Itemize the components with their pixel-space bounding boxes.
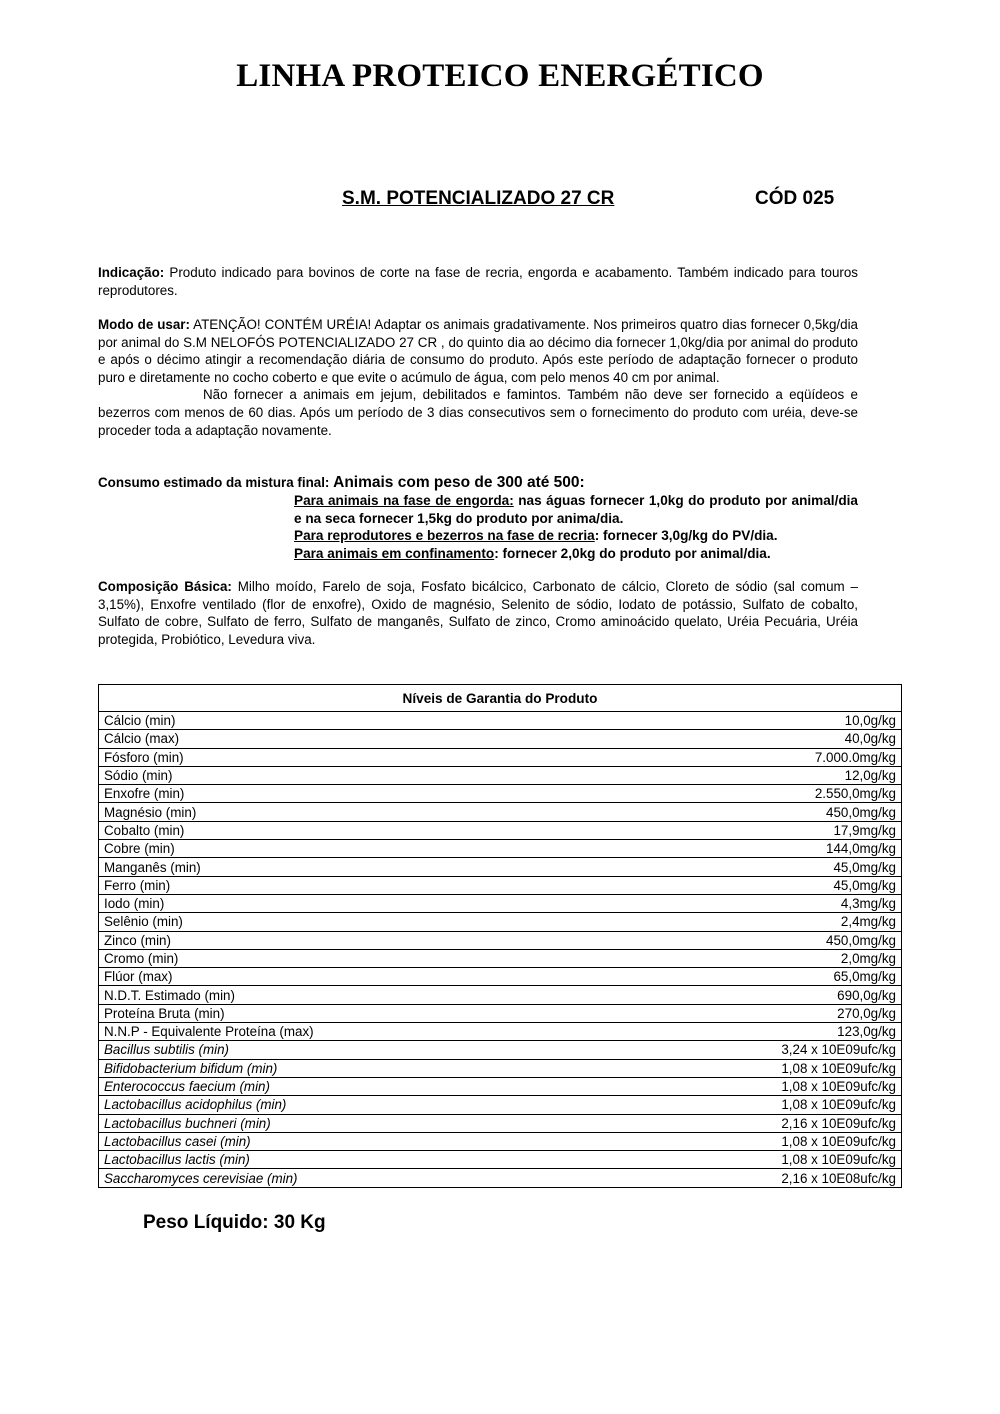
table-row [99, 949, 902, 967]
nutrient-name: Cobalto (min) [99, 821, 611, 839]
nutrient-name: Iodo (min) [99, 894, 611, 912]
nutrient-value: 2,0mg/kg [610, 949, 901, 967]
composicao-paragraph [98, 578, 858, 648]
consumo-item [294, 492, 858, 527]
table-row [99, 1059, 902, 1077]
nutrient-name: Enxofre (min) [99, 785, 611, 803]
table-row [99, 1023, 902, 1041]
nutrient-value: 1,08 x 10E09ufc/kg [610, 1059, 901, 1077]
table-row [99, 1077, 902, 1095]
consumo-item-text: nas águas fornecer 1,0kg do produto por animal/dia e na seca fornecer 1,5kg do produto por anima/dia. [294, 493, 858, 526]
table-row [99, 968, 902, 986]
consumo-item-text: : fornecer 2,0kg do produto por animal/dia. [494, 545, 771, 561]
nutrient-name: Enterococcus faecium (min) [99, 1077, 611, 1095]
nutrient-value: 690,0g/kg [610, 986, 901, 1004]
table-row [99, 1114, 902, 1132]
consumo-item [294, 527, 858, 545]
table-row [99, 748, 902, 766]
composicao-text: Milho moído, Farelo de soja, Fosfato bicálcico, Carbonato de cálcio, Cloreto de sódio (sal comum – 3,15%), Enxofre ventilado (flor de enxofre), Oxido de magnésio, Selenito de sódio, Iodato de potássio, Sulfato de cobalto, Sulfato de cobre, Sulfato de ferro, Sulfato de manganês, Sulfato de zinco, Cromo aminoácido quelato, Uréia Pecuária, Uréia protegida, Probiótico, Levedura viva. [98, 579, 858, 647]
nutrient-name: Lactobacillus buchneri (min) [99, 1114, 611, 1132]
consumo-item-title: Para reprodutores e bezerros na fase de recria [294, 528, 595, 544]
nutrient-value: 123,0g/kg [610, 1023, 901, 1041]
nutrient-value: 45,0mg/kg [610, 858, 901, 876]
nutrient-value: 17,9mg/kg [610, 821, 901, 839]
table-row [99, 913, 902, 931]
nutrient-name: Cromo (min) [99, 949, 611, 967]
table-row [99, 876, 902, 894]
nutrient-name: Cálcio (max) [99, 730, 611, 748]
net-weight: Peso Líquido: 30 Kg [143, 1212, 326, 1233]
nutrient-value: 270,0g/kg [610, 1004, 901, 1022]
table-row [99, 894, 902, 912]
guarantee-table-header: Níveis de Garantia do Produto [99, 685, 902, 712]
table-row [99, 766, 902, 784]
modo-de-usar-paragraph [98, 316, 858, 439]
product-title: S.M. POTENCIALIZADO 27 CR [342, 188, 615, 209]
table-row [99, 1041, 902, 1059]
main-title: LINHA PROTEICO ENERGÉTICO [236, 58, 764, 94]
nutrient-value: 45,0mg/kg [610, 876, 901, 894]
composicao-label: Composição Básica: [98, 579, 232, 594]
consumo-list [294, 492, 858, 562]
nutrient-value: 3,24 x 10E09ufc/kg [610, 1041, 901, 1059]
nutrient-name: N.N.P - Equivalente Proteína (max) [99, 1023, 611, 1041]
indicacao-paragraph [98, 264, 858, 299]
nutrient-name: Zinco (min) [99, 931, 611, 949]
nutrient-name: Manganês (min) [99, 858, 611, 876]
modo-de-usar-warning: Não fornecer a animais em jejum, debilitados e famintos. Também não deve ser fornecido a eqüídeos e bezerros com menos de 60 dias. Após um período de 3 dias consecutivos sem o fornecimento do produto com uréia, deve-se proceder toda a adaptação novamente. [98, 387, 858, 438]
consumo-paragraph [98, 474, 858, 492]
nutrient-name: Lactobacillus acidophilus (min) [99, 1096, 611, 1114]
table-row [99, 803, 902, 821]
nutrient-value: 4,3mg/kg [610, 894, 901, 912]
table-row [99, 1151, 902, 1169]
table-row [99, 821, 902, 839]
nutrient-name: Fósforo (min) [99, 748, 611, 766]
table-row [99, 1096, 902, 1114]
nutrient-value: 10,0g/kg [610, 712, 901, 730]
nutrient-name: Bacillus subtilis (min) [99, 1041, 611, 1059]
nutrient-name: Cálcio (min) [99, 712, 611, 730]
table-row [99, 1169, 902, 1187]
nutrient-name: Lactobacillus lactis (min) [99, 1151, 611, 1169]
nutrient-value: 2,4mg/kg [610, 913, 901, 931]
table-row [99, 712, 902, 730]
nutrient-value: 1,08 x 10E09ufc/kg [610, 1096, 901, 1114]
nutrient-name: Magnésio (min) [99, 803, 611, 821]
nutrient-value: 144,0mg/kg [610, 840, 901, 858]
nutrient-name: Saccharomyces cerevisiae (min) [99, 1169, 611, 1187]
nutrient-value: 7.000.0mg/kg [610, 748, 901, 766]
nutrient-name: Sódio (min) [99, 766, 611, 784]
consumo-item [294, 545, 858, 563]
nutrient-value: 1,08 x 10E09ufc/kg [610, 1151, 901, 1169]
nutrient-name: N.D.T. Estimado (min) [99, 986, 611, 1004]
table-row [99, 785, 902, 803]
nutrient-name: Bifidobacterium bifidum (min) [99, 1059, 611, 1077]
nutrient-name: Selênio (min) [99, 913, 611, 931]
nutrient-name: Proteína Bruta (min) [99, 1004, 611, 1022]
nutrient-value: 40,0g/kg [610, 730, 901, 748]
table-row [99, 931, 902, 949]
nutrient-value: 1,08 x 10E09ufc/kg [610, 1077, 901, 1095]
nutrient-value: 12,0g/kg [610, 766, 901, 784]
consumo-item-title: Para animais na fase de engorda: [294, 493, 514, 508]
indicacao-text: Produto indicado para bovinos de corte na fase de recria, engorda e acabamento. Também indicado para touros reprodutores. [98, 265, 858, 298]
table-row [99, 986, 902, 1004]
consumo-item-text: : fornecer 3,0g/kg do PV/dia. [594, 528, 778, 544]
table-row [99, 840, 902, 858]
nutrient-name: Cobre (min) [99, 840, 611, 858]
nutrient-value: 2,16 x 10E09ufc/kg [610, 1114, 901, 1132]
table-row [99, 1132, 902, 1150]
consumo-label: Consumo estimado da mistura final: [98, 475, 334, 490]
nutrient-name: Flúor (max) [99, 968, 611, 986]
consumo-item-title: Para animais em confinamento [294, 545, 495, 561]
nutrient-value: 2.550,0mg/kg [610, 785, 901, 803]
nutrient-name: Lactobacillus casei (min) [99, 1132, 611, 1150]
nutrient-name: Ferro (min) [99, 876, 611, 894]
guarantee-table [98, 684, 902, 1188]
nutrient-value: 1,08 x 10E09ufc/kg [610, 1132, 901, 1150]
table-row [99, 858, 902, 876]
modo-de-usar-text: ATENÇÃO! CONTÉM URÉIA! Adaptar os animais gradativamente. Nos primeiros quatro dias fornecer 0,5kg/dia por animal do S.M NELOFÓS POTENCIALIZADO 27 CR , do quinto dia ao décimo dia fornecer 1,0kg/dia por animal do produto e após o décimo atingir a recomendação diária de consumo do produto. Após este período de adaptação fornecer o produto puro e diretamente no cocho coberto e que evite o acúmulo de água, com pelo menos 40 cm por animal. [98, 317, 858, 385]
indicacao-label: Indicação: [98, 265, 165, 280]
product-code: CÓD 025 [755, 188, 835, 209]
nutrient-value: 65,0mg/kg [610, 968, 901, 986]
table-row [99, 730, 902, 748]
table-row [99, 1004, 902, 1022]
nutrient-value: 450,0mg/kg [610, 803, 901, 821]
nutrient-value: 2,16 x 10E08ufc/kg [610, 1169, 901, 1187]
nutrient-value: 450,0mg/kg [610, 931, 901, 949]
modo-de-usar-label: Modo de usar: [98, 317, 190, 332]
consumo-headline: Animais com peso de 300 até 500: [333, 474, 585, 491]
